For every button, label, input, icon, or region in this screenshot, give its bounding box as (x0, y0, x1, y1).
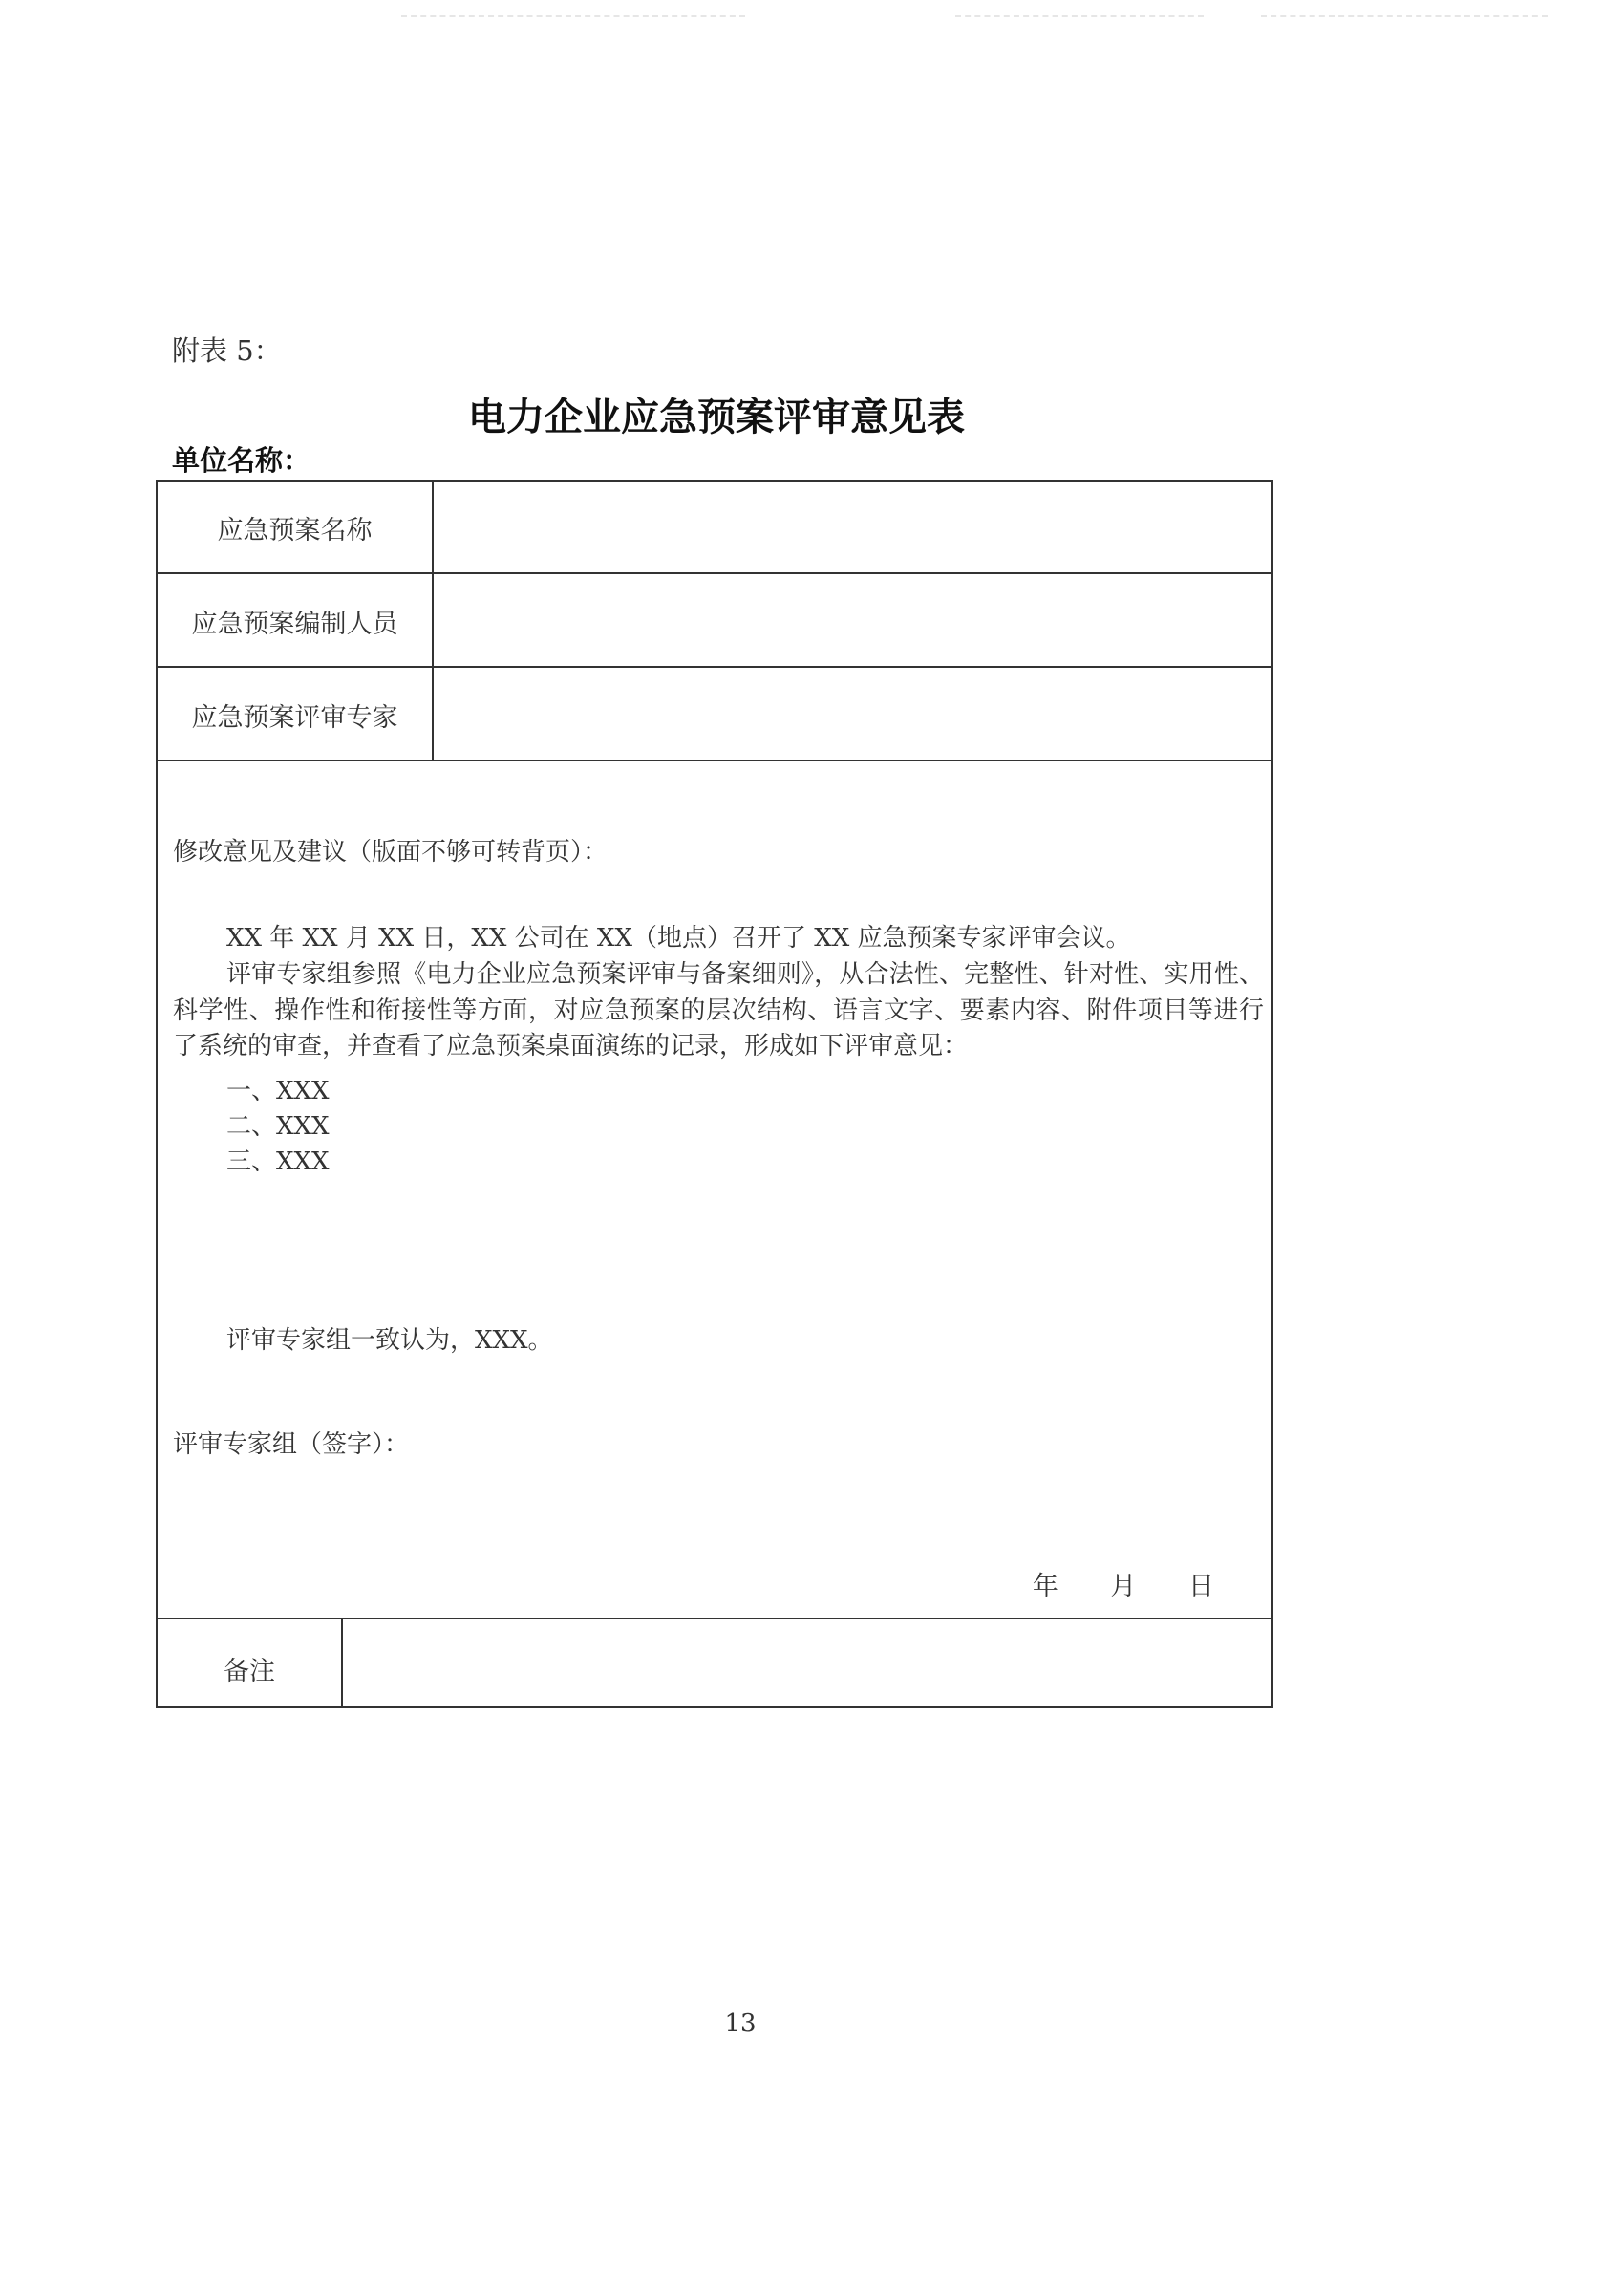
row-divider (158, 572, 1271, 574)
meeting-paragraph: XX 年 XX 月 XX 日，XX 公司在 XX（地点）召开了 XX 应急预案专家评审会议。 (226, 924, 1131, 953)
row-divider (158, 666, 1271, 668)
conclusion-text: 评审专家组一致认为，XXX。 (226, 1326, 553, 1355)
plan-name-field[interactable] (444, 508, 1262, 547)
remarks-label: 备注 (224, 1657, 275, 1686)
date-month: 月 (1110, 1572, 1137, 1601)
appendix-label: 附表 5： (172, 334, 282, 367)
date-day: 日 (1188, 1572, 1214, 1601)
column-divider (341, 1618, 343, 1708)
remarks-field[interactable] (353, 1647, 1262, 1685)
signature-label: 评审专家组（签字）： (173, 1430, 410, 1459)
signature-date (989, 1565, 1214, 1602)
scan-artifact (955, 15, 1204, 17)
column-divider (432, 482, 434, 760)
scan-artifact (1261, 15, 1548, 17)
row-divider (158, 760, 1271, 761)
plan-authors-field[interactable] (444, 602, 1262, 640)
review-form-table (156, 480, 1273, 1708)
opinion-item: 三、XXX (226, 1147, 330, 1176)
opinion-item: 一、XXX (226, 1077, 330, 1105)
opinion-heading: 修改意见及建议（版面不够可转背页）： (173, 838, 609, 867)
unit-name-label: 单位名称： (172, 444, 311, 477)
review-experts-label: 应急预案评审专家 (191, 703, 398, 733)
date-year: 年 (1032, 1572, 1058, 1601)
review-experts-field[interactable] (444, 696, 1262, 734)
scan-artifact (401, 15, 745, 17)
review-paragraph: 评审专家组参照《电力企业应急预案评审与备案细则》，从合法性、完整性、针对性、实用性、科学性、操作性和衔接性等方面，对应急预案的层次结构、语言文字、要素内容、附件项目等进行了系统的审查，并查看了应急预案桌面演练的记录，形成如下评审意见： (173, 960, 1264, 1061)
page-number: 13 (724, 2009, 757, 2038)
plan-name-label: 应急预案名称 (217, 516, 373, 546)
opinion-item: 二、XXX (226, 1112, 330, 1141)
plan-authors-label: 应急预案编制人员 (191, 610, 398, 639)
row-divider (158, 1618, 1271, 1619)
page-title: 电力企业应急预案评审意见表 (468, 396, 965, 439)
